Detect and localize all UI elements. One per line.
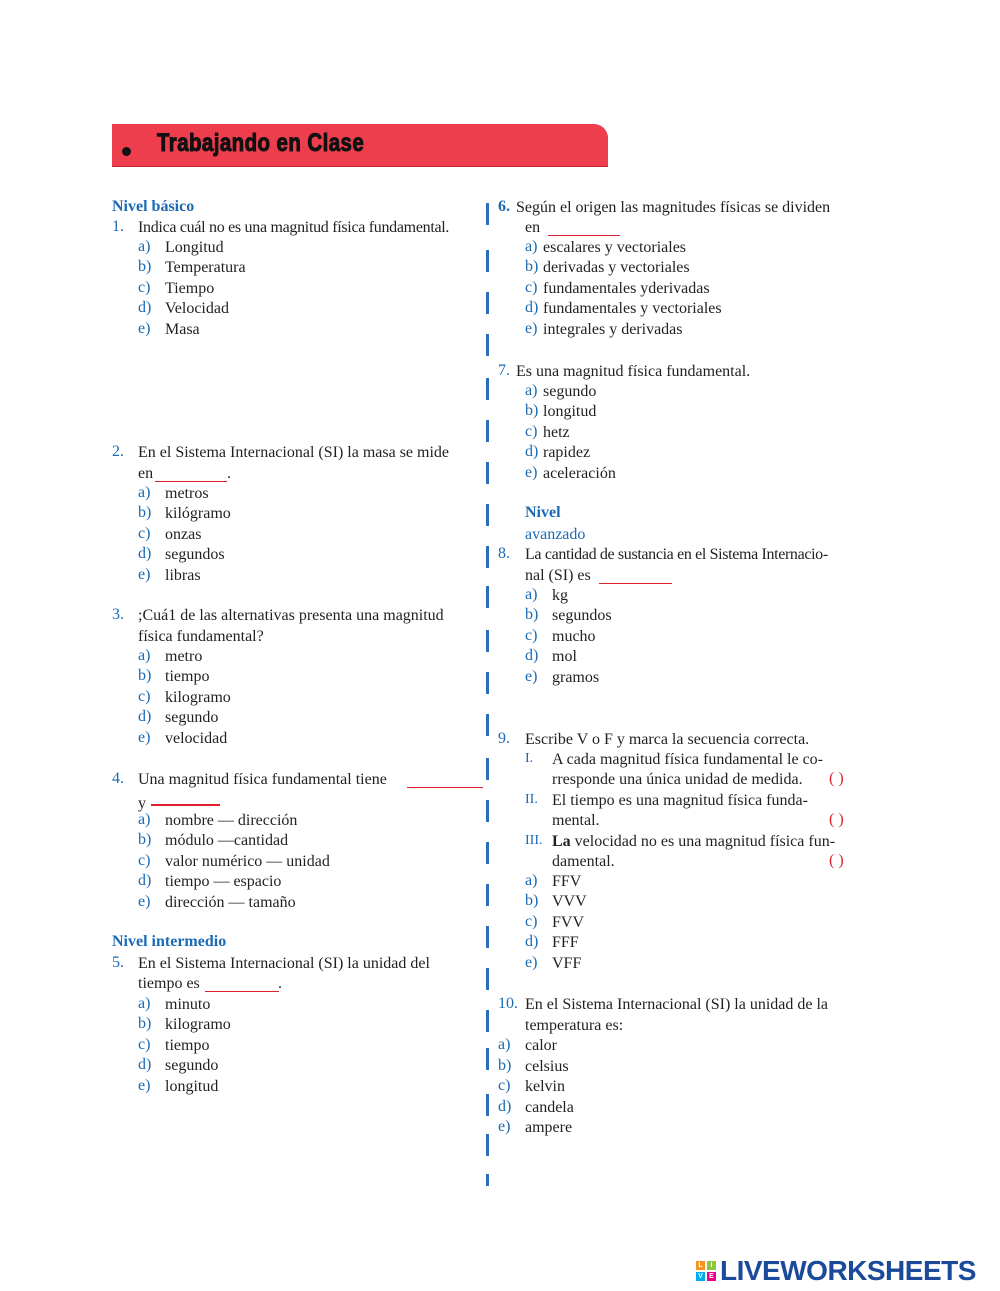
question-text: en [525,219,541,236]
question-number: 7. [498,362,510,379]
option-text[interactable]: kilogramo [165,689,231,706]
logo-grid-icon [696,1261,716,1281]
option-text[interactable]: Longitud [165,239,224,256]
option-text[interactable]: derivadas y vectoriales [543,259,690,276]
option-letter: c) [498,1077,511,1094]
option-letter: b) [138,1015,152,1032]
statement-text: rresponde una única unidad de medida. [552,771,803,788]
question-text: En el Sistema Internacional (SI) la masa se mide [138,444,450,461]
divider-dash [486,203,489,225]
divider-dash [486,1134,489,1156]
question-number: 8. [498,545,510,562]
statement-bold: La [552,833,571,850]
option-text[interactable]: tiempo [165,668,210,685]
option-text[interactable]: valor numérico — unidad [165,853,330,870]
option-text[interactable]: FVV [552,914,585,931]
option-text[interactable]: ampere [525,1119,573,1136]
question-number: 10. [498,995,518,1012]
option-letter: d) [525,933,539,950]
divider-dash [486,672,489,694]
divider-dash [486,1010,489,1032]
option-text[interactable]: calor [525,1037,557,1054]
question-text: Una magnitud física fundamental tiene [138,771,387,788]
option-letter: b) [138,667,152,684]
option-letter: d) [138,872,152,889]
option-text[interactable]: tiempo [165,1037,210,1054]
option-letter: c) [138,525,151,542]
question-text: . [278,975,282,992]
statement-rest: velocidad no es una magnitud física fun- [570,833,836,850]
option-letter: e) [525,954,538,971]
option-text[interactable]: mucho [552,628,596,645]
option-text[interactable]: minuto [165,996,211,1013]
question-text: Es una magnitud física fundamental. [516,363,751,380]
option-letter: c) [525,913,538,930]
divider-dash [486,250,489,272]
option-text[interactable]: dirección — tamaño [165,894,296,911]
divider-dash [486,504,489,526]
question-number: 5. [112,954,124,971]
level-heading-intermediate: Nivel intermedio [112,933,227,950]
answer-blank[interactable] [155,481,227,482]
option-letter: c) [525,423,538,440]
option-letter: e) [525,668,538,685]
option-text[interactable]: longitud [165,1078,219,1095]
question-text: . [227,465,231,482]
option-text[interactable]: Velocidad [165,300,229,317]
option-text[interactable]: fundamentales yderivadas [543,280,710,297]
option-text[interactable]: libras [165,567,201,584]
logo-cell: L [696,1261,705,1270]
option-letter: e) [498,1118,511,1135]
option-letter: a) [138,238,151,255]
option-letter: e) [138,893,151,910]
level-heading-basic: Nivel básico [112,198,195,215]
option-text[interactable]: metros [165,485,209,502]
option-letter: b) [525,258,539,275]
option-text[interactable]: metro [165,648,203,665]
statement-text: A cada magnitud física fundamental le co- [552,751,824,768]
answer-blank[interactable] [407,787,483,788]
question-number: 2. [112,443,124,460]
option-text[interactable]: Tiempo [165,280,215,297]
question-number: 3. [112,606,124,623]
option-letter: e) [138,1077,151,1094]
option-text[interactable]: VFF [552,955,582,972]
option-text[interactable]: kilógramo [165,505,231,522]
option-text[interactable]: tiempo — espacio [165,873,282,890]
option-text[interactable]: segundo [543,383,597,400]
option-letter: b) [138,504,152,521]
divider-dash [486,884,489,906]
logo-cell: I [707,1261,716,1270]
option-text[interactable]: módulo —cantidad [165,832,289,849]
option-text[interactable]: Temperatura [165,259,246,276]
option-letter: d) [525,443,539,460]
option-text[interactable]: gramos [552,669,600,686]
option-letter: d) [138,545,152,562]
divider-dash [486,800,489,822]
divider-dash [486,378,489,400]
option-text[interactable]: segundo [165,709,219,726]
divider-dash [486,714,489,736]
answer-blank[interactable] [599,583,672,584]
option-letter: e) [138,729,151,746]
option-letter: d) [138,708,152,725]
option-text[interactable]: rapidez [543,444,591,461]
option-letter: d) [498,1098,512,1115]
liveworksheets-logo [696,1256,976,1286]
option-text[interactable]: aceleración [543,465,616,482]
divider-dash [486,1048,489,1070]
option-text[interactable]: VVV [552,893,587,910]
option-letter: c) [525,627,538,644]
option-letter: b) [138,258,152,275]
divider-dash [486,758,489,780]
answer-blank[interactable] [205,991,279,992]
question-text: ;Cuá1 de las alternativas presenta una magnitud [138,607,444,624]
option-letter: e) [138,320,151,337]
option-letter: e) [525,464,538,481]
divider-dash [486,546,489,568]
true-false-box[interactable]: ( ) [829,770,844,787]
option-letter: a) [525,238,538,255]
option-text[interactable]: FFV [552,873,582,890]
logo-cell: V [696,1272,705,1281]
question-text: La cantidad de sustancia en el Sistema Internacio- [525,546,828,563]
statement-numeral: I. [525,751,534,766]
option-letter: e) [525,320,538,337]
question-number: 4. [112,770,124,787]
logo-cell: E [707,1272,716,1281]
question-number: 9. [498,730,510,747]
question-text: Indica cuál no es una magnitud física fundamental. [138,219,450,236]
option-letter: c) [138,688,151,705]
option-text[interactable]: velocidad [165,730,228,747]
option-letter: a) [138,995,151,1012]
question-number: 1. [112,218,124,235]
option-text[interactable]: escalares y vectoriales [543,239,687,256]
divider-dash [486,1094,489,1116]
question-text: temperatura es: [525,1017,624,1034]
option-text[interactable]: integrales y derivadas [543,321,683,338]
answer-blank[interactable] [151,804,220,806]
option-letter: a) [138,484,151,501]
option-letter: b) [498,1057,512,1074]
option-text[interactable]: segundos [552,607,612,624]
question-text: Según el origen las magnitudes físicas se dividen [516,199,831,216]
option-letter: c) [525,279,538,296]
option-text[interactable]: FFF [552,934,579,951]
option-letter: a) [525,382,538,399]
option-text[interactable]: kelvin [525,1078,565,1095]
section-title: Trabajando en Clase [157,129,365,157]
statement-text [552,832,835,852]
option-text[interactable]: onzas [165,526,202,543]
divider-dash [486,420,489,442]
option-letter: c) [138,279,151,296]
divider-dash [486,842,489,864]
level-heading-advanced-2: avanzado [525,526,586,543]
true-false-box[interactable]: ( ) [829,811,844,828]
option-letter: d) [138,1056,152,1073]
option-letter: b) [525,892,539,909]
statement-text: damental. [552,853,615,870]
option-letter: c) [138,1036,151,1053]
divider-dash [486,926,489,948]
option-text[interactable]: celsius [525,1058,569,1075]
divider-dash [486,292,489,314]
question-text: Escribe V o F y marca la secuencia correcta. [525,731,810,748]
bullet-icon [122,147,131,156]
option-text[interactable]: segundos [165,546,225,563]
option-letter: a) [138,811,151,828]
option-letter: b) [138,831,152,848]
answer-blank[interactable] [548,235,620,236]
question-text: física fundamental? [138,628,264,645]
option-text[interactable]: candela [525,1099,574,1116]
option-text[interactable]: nombre — dirección [165,812,298,829]
true-false-box[interactable]: ( ) [829,852,844,869]
option-letter: d) [525,299,539,316]
option-text[interactable]: longitud [543,403,597,420]
divider-dash [486,968,489,990]
question-text: tiempo es [138,975,200,992]
option-letter: a) [525,872,538,889]
option-text[interactable]: kg [552,587,568,604]
statement-text: El tiempo es una magnitud física funda- [552,792,808,809]
statement-numeral: II. [525,792,538,807]
divider-dash [486,630,489,652]
question-text: En el Sistema Internacional (SI) la unidad de la [525,996,829,1013]
logo-text: LIVEWORKSHEETS [720,1255,976,1286]
option-text[interactable]: kilogramo [165,1016,231,1033]
statement-text: mental. [552,812,600,829]
option-text[interactable]: fundamentales y vectoriales [543,300,722,317]
option-text[interactable]: mol [552,648,577,665]
question-text: En el Sistema Internacional (SI) la unidad del [138,955,430,972]
option-letter: e) [138,566,151,583]
question-text: y [138,795,146,812]
level-heading-advanced: Nivel [525,504,561,521]
option-letter: a) [498,1036,511,1053]
question-text: en [138,465,154,482]
divider-dash [486,462,489,484]
option-text[interactable]: Masa [165,321,200,338]
divider-dash [486,334,489,356]
option-text[interactable]: hetz [543,424,570,441]
option-letter: d) [525,647,539,664]
statement-numeral: III. [525,833,543,848]
option-text[interactable]: segundo [165,1057,219,1074]
divider-dash [486,1174,489,1186]
option-letter: b) [525,606,539,623]
divider-dash [486,586,489,608]
option-letter: d) [138,299,152,316]
option-letter: a) [138,647,151,664]
question-text: nal (SI) es [525,567,591,584]
option-letter: b) [525,402,539,419]
option-letter: a) [525,586,538,603]
option-letter: c) [138,852,151,869]
question-number: 6. [498,198,510,215]
